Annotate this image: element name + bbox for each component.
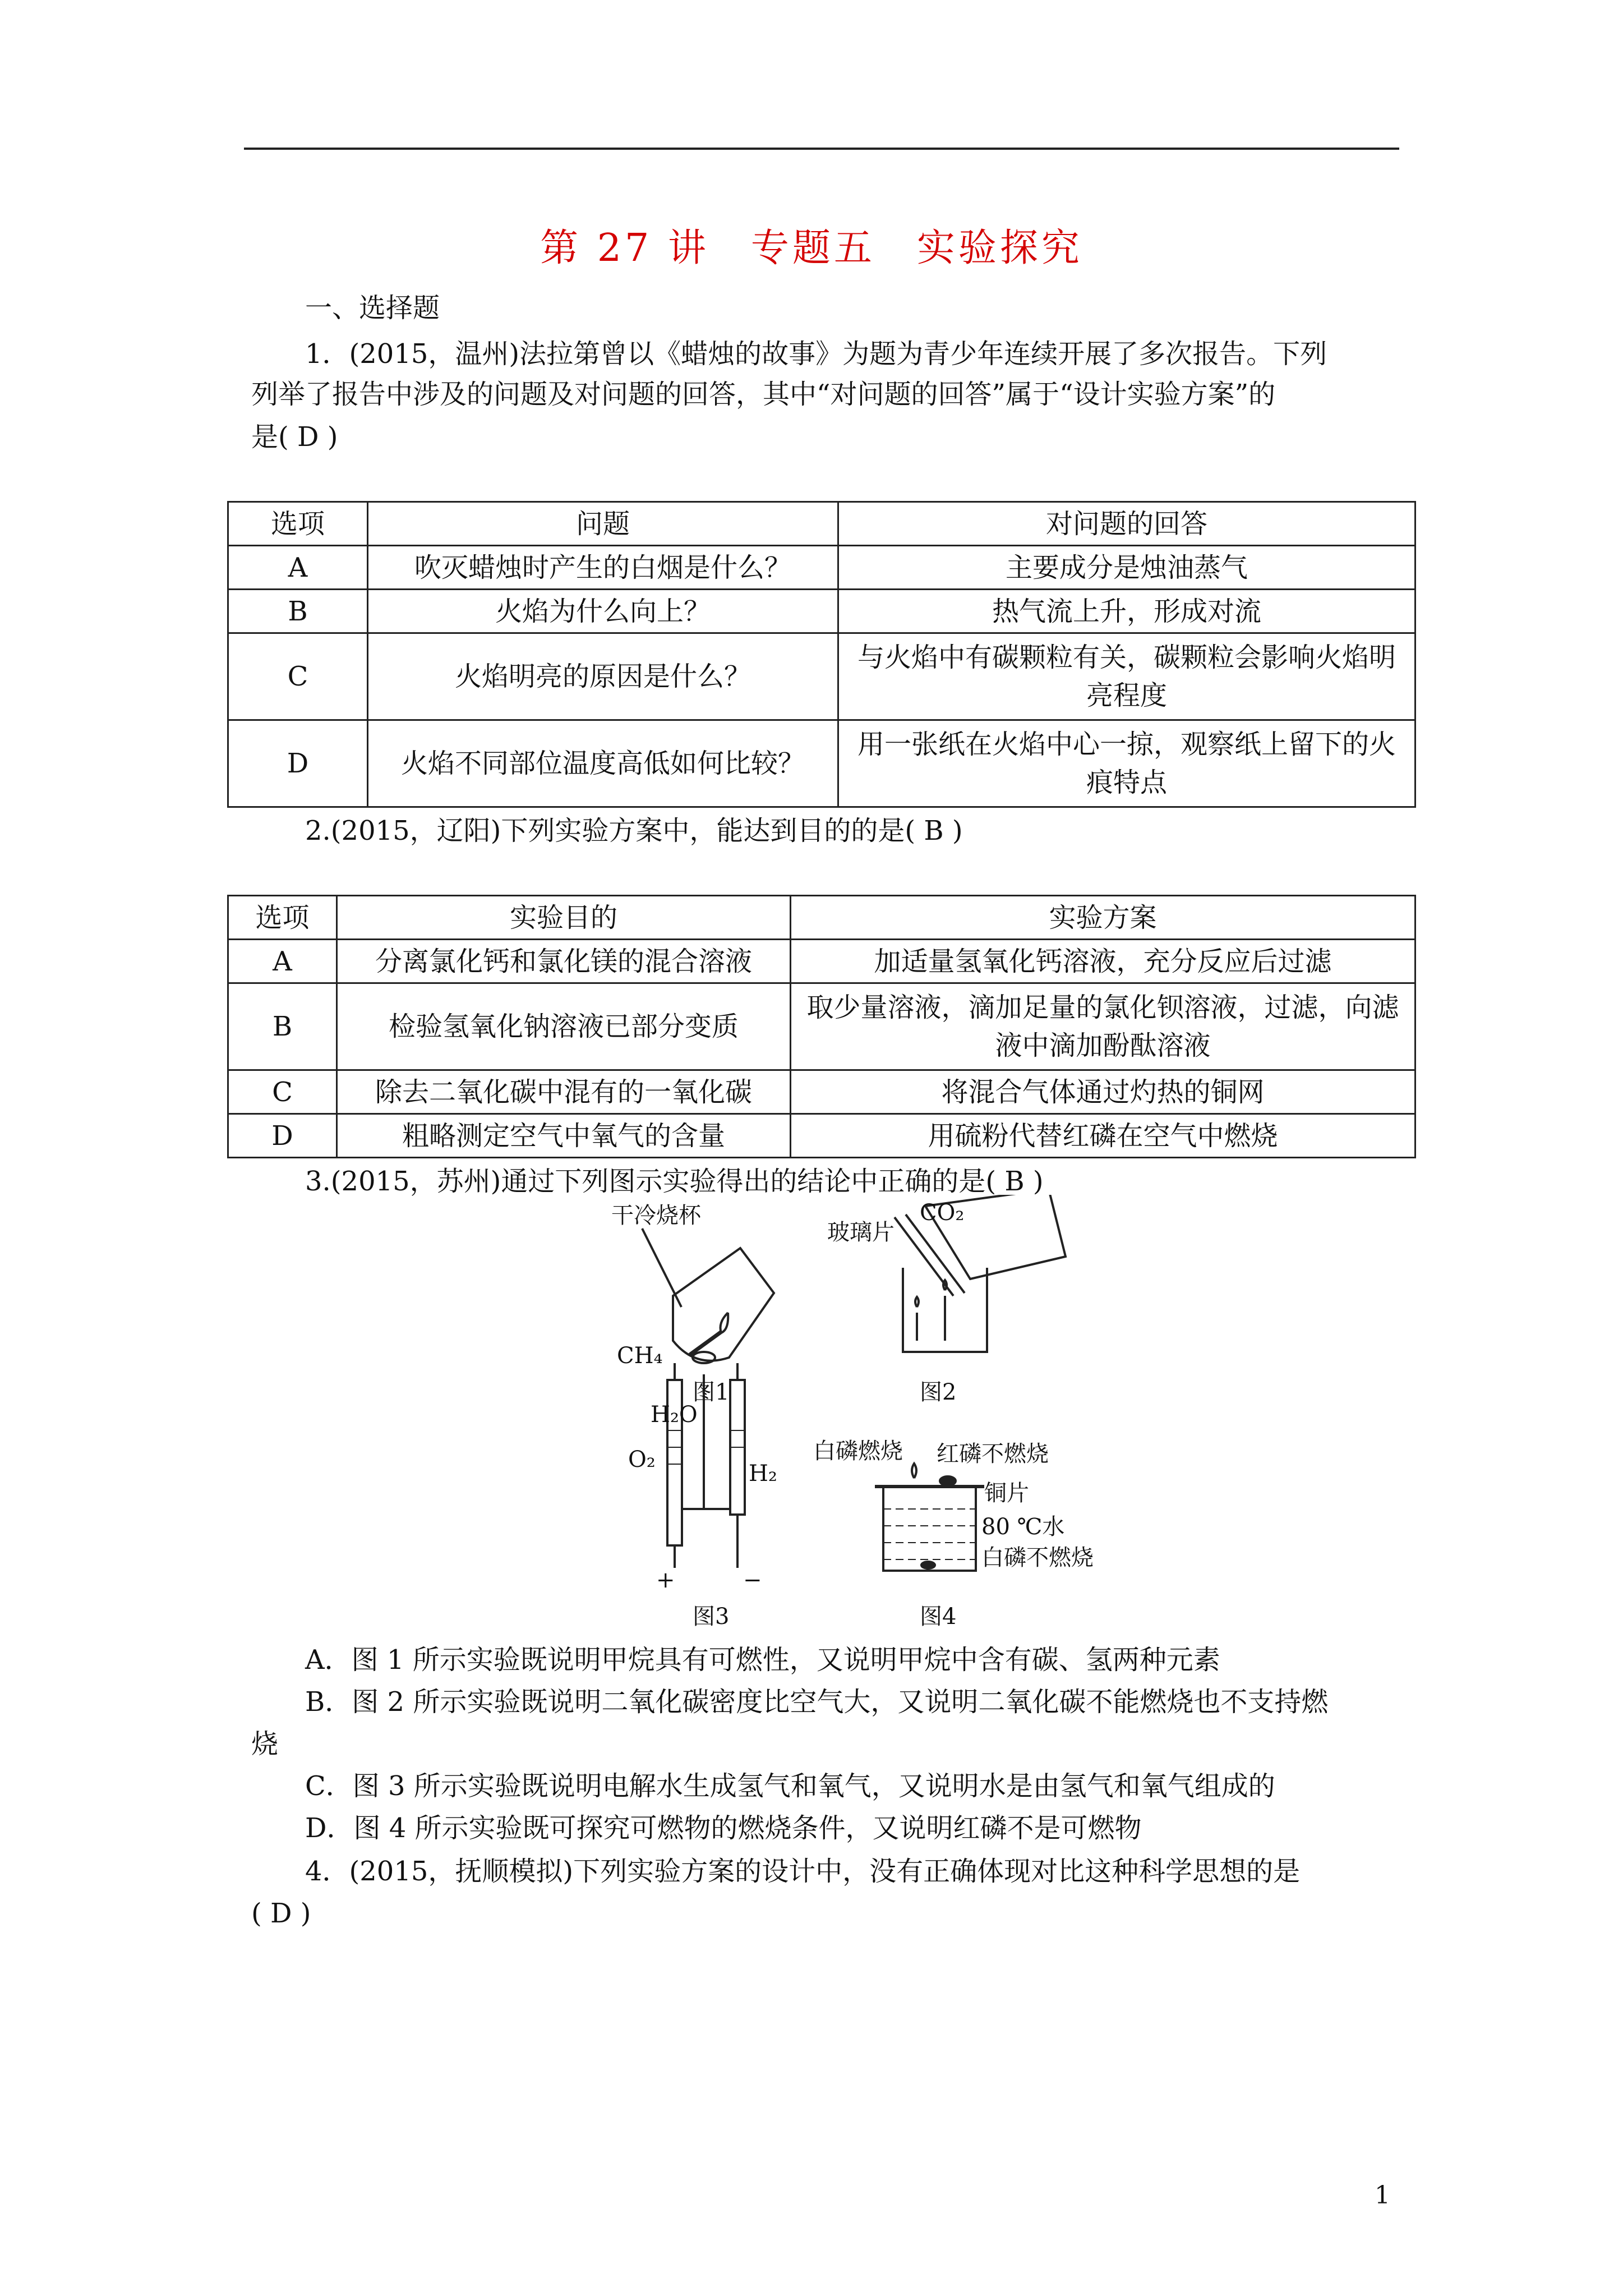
q3-option-b-line2: 烧 [251,1728,279,1760]
fig-label-o2: O₂ [628,1447,656,1473]
q2-table [227,895,1416,1158]
table-header-row [228,502,1415,546]
q3-option-d: D．图 4 所示实验既可探究可燃物的燃烧条件，又说明红磷不是可燃物 [305,1812,1142,1844]
table-row [228,1070,1415,1114]
q3-option-b-line1: B．图 2 所示实验既说明二氧化碳密度比空气大，又说明二氧化碳不能燃烧也不支持燃 [305,1686,1329,1718]
q2-stem: 2.(2015，辽阳)下列实验方案中，能达到目的的是( B ) [305,815,963,846]
table-cell: 取少量溶液，滴加足量的氯化钡溶液，过滤，向滤液中滴加酚酞溶液 [791,983,1415,1070]
page-title: 第 27 讲 专题五 实验探究 [540,226,1083,270]
table-cell: 分离氯化钙和氯化镁的混合溶液 [337,940,791,983]
q4-stem-line2: ( D ) [251,1898,311,1929]
table-cell: 火焰明亮的原因是什么？ [368,633,838,720]
table-row [228,940,1415,983]
table-row [228,546,1415,590]
q3-figures [589,1195,1122,1632]
table-cell: C [228,1070,337,1114]
table-cell: 粗略测定空气中氧气的含量 [337,1114,791,1158]
figure-4-diagram [875,1464,984,1571]
table-cell: D [228,1114,337,1158]
fig-label-beaker: 干冷烧杯 [611,1203,701,1228]
q4-stem-line1: 4．(2015，抚顺模拟)下列实验方案的设计中，没有正确体现对比这种科学思想的是 [305,1856,1301,1887]
table-cell: 加适量氢氧化钙溶液，充分反应后过滤 [791,940,1415,983]
table-header: 实验方案 [791,896,1415,940]
table-cell: 将混合气体通过灼热的铜网 [791,1070,1415,1114]
fig-label-white-phosphorus-burns: 白磷燃烧 [813,1438,903,1464]
table-header: 问题 [368,502,838,546]
fig4-caption: 图4 [920,1604,957,1630]
q1-stem-line2: 列举了报告中涉及的问题及对问题的回答，其中“对问题的回答”属于“设计实验方案”的 [251,379,1276,410]
table-cell: 除去二氧化碳中混有的一氧化碳 [337,1070,791,1114]
fig-label-glass: 玻璃片 [827,1220,895,1245]
table-row [228,1114,1415,1158]
table-header: 选项 [228,502,368,546]
table-header: 选项 [228,896,337,940]
table-cell: 热气流上升，形成对流 [838,590,1415,633]
table-cell: B [228,590,368,633]
table-cell: 用硫粉代替红磷在空气中燃烧 [791,1114,1415,1158]
header-rule [244,148,1399,150]
section-heading: 一、选择题 [305,292,440,324]
fig-label-plus: + [656,1567,675,1593]
fig3-caption: 图3 [693,1604,730,1630]
table-row [228,720,1415,807]
table-cell: 用一张纸在火焰中心一掠，观察纸上留下的火痕特点 [838,720,1415,807]
table-cell: 火焰为什么向上？ [368,590,838,633]
page-number: 1 [1375,2181,1390,2210]
table-cell: A [228,546,368,590]
fig-label-co2: CO₂ [920,1200,965,1226]
q3-option-c: C．图 3 所示实验既说明电解水生成氢气和氧气，又说明水是由氢气和氧气组成的 [305,1770,1275,1802]
fig-label-copper: 铜片 [984,1480,1029,1506]
table-cell: C [228,633,368,720]
table-cell: 吹灭蜡烛时产生的白烟是什么？ [368,546,838,590]
q3-stem: 3.(2015，苏州)通过下列图示实验得出的结论中正确的是( B ) [305,1166,1044,1197]
fig-label-red-phosphorus-no-burn: 红磷不燃烧 [937,1441,1049,1467]
table-cell: 与火焰中有碳颗粒有关，碳颗粒会影响火焰明亮程度 [838,633,1415,720]
q1-stem-line3: 是( D ) [251,421,338,453]
table-cell: B [228,983,337,1070]
fig-label-h2: H₂ [749,1461,777,1487]
table-cell: 主要成分是烛油蒸气 [838,546,1415,590]
table-row [228,590,1415,633]
table-header: 实验目的 [337,896,791,940]
figure-1-diagram [642,1228,774,1361]
table-row [228,633,1415,720]
table-row [228,983,1415,1070]
fig2-caption: 图2 [920,1379,957,1405]
q1-table [227,501,1416,808]
table-cell: 检验氢氧化钠溶液已部分变质 [337,983,791,1070]
table-header-row [228,896,1415,940]
fig-label-minus: − [743,1567,762,1593]
q3-option-a: A．图 1 所示实验既说明甲烷具有可燃性，又说明甲烷中含有碳、氢两种元素 [305,1644,1220,1676]
table-header: 对问题的回答 [838,502,1415,546]
fig-label-water: 80 ℃水 [981,1514,1065,1540]
fig-label-white-phosphorus-no-burn: 白磷不燃烧 [981,1545,1094,1571]
fig-label-h2o: H₂O [651,1402,698,1428]
table-cell: D [228,720,368,807]
fig1-caption: 图1 [693,1379,730,1405]
q1-stem-line1: 1．(2015，温州)法拉第曾以《蜡烛的故事》为题为青少年连续开展了多次报告。下列 [305,338,1327,370]
table-cell: A [228,940,337,983]
fig-label-ch4: CH₄ [617,1343,663,1369]
table-cell: 火焰不同部位温度高低如何比较？ [368,720,838,807]
